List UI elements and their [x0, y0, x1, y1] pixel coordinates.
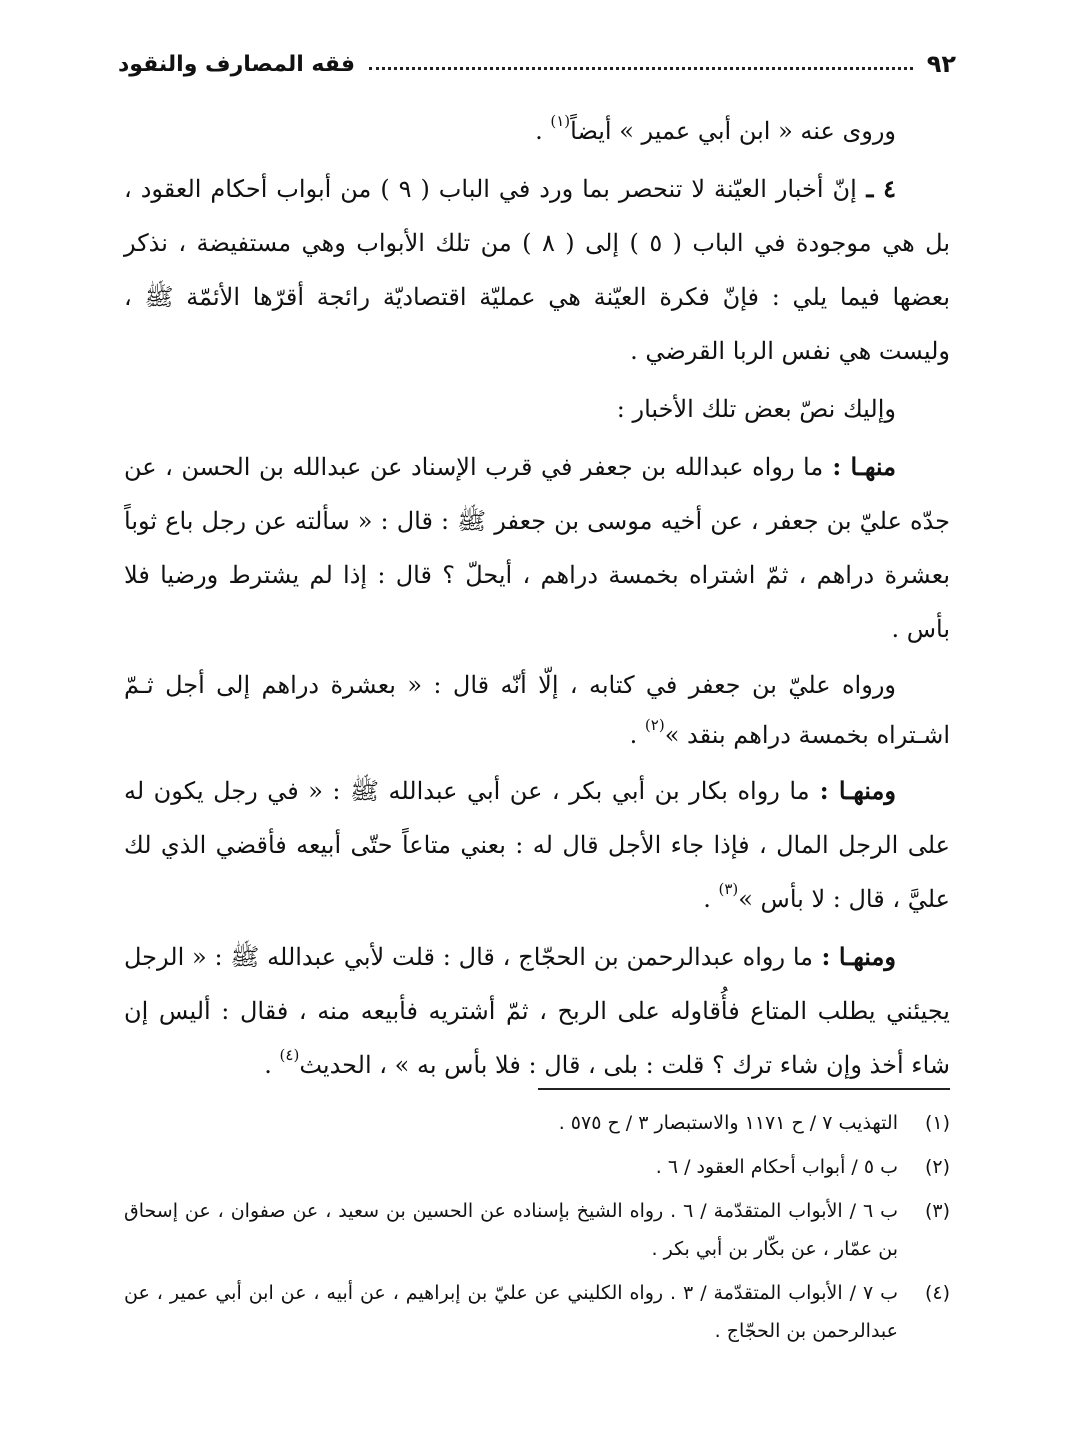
- footnote-number: (٣): [924, 1200, 950, 1222]
- footnote-text: التهذيب ٧ / ح ١١٧١ والاستبصار ٣ / ح ٥٧٥ .: [558, 1112, 898, 1134]
- footnote-ref: (٣): [718, 880, 739, 898]
- paragraph-tail: .: [703, 885, 719, 913]
- paragraph-lead: ٤ ـ: [856, 174, 897, 203]
- paragraph-tail: .: [264, 1051, 280, 1079]
- header-dot-leader: [369, 67, 913, 70]
- paragraph: [124, 660, 950, 760]
- paragraph: [124, 930, 950, 1092]
- paragraph-tail: .: [535, 117, 551, 145]
- book-title: فقه المصارف والنقود: [118, 51, 355, 77]
- footnote-ref: (٤): [279, 1046, 300, 1064]
- footnote-ref: (١): [550, 112, 571, 130]
- paragraph-text: ما رواه عبدالله بن جعفر في قرب الإسناد عن عبدالله بن الحسن ، عن جدّه عليّ بن جعفر ، عن أخيه موسى بن جعفر ﷺ : قال : « سألته عن رجل باع ثوباً بعشرة دراهم ، ثمّ اشتراه بخمسة دراهم ، أيحلّ ؟ قال : إذا لم يشترط ورضيا فلا بأس .: [124, 453, 950, 643]
- running-header: [118, 40, 956, 88]
- paragraph-text: ما رواه بكار بن أبي بكر ، عن أبي عبدالله ﷺ : « في رجل يكون له على الرجل المال ، فإذا جاء الأجل قال له : بعني متاعاً حتّى أبيعه فأقضي الذي لك عليَّ ، قال : لا بأس »: [124, 777, 950, 913]
- footnote: [124, 1192, 950, 1268]
- paragraph-text: إنّ أخبار العيّنة لا تنحصر بما ورد في الباب ( ٩ ) من أبواب أحكام العقود ، بل هي موجودة في الباب ( ٥ ) إلى ( ٨ ) من تلك الأبواب وهي مستفيضة ، نذكر بعضها فيما يلي : فإنّ فكرة العيّنة هي عمليّة اقتصاديّة رائجة أقرّها الأئمّة ﷺ ، وليست هي نفس الربا القرضي .: [124, 175, 951, 365]
- paragraph-text: وإليك نصّ بعض تلك الأخبار :: [616, 395, 896, 423]
- footnote: [124, 1274, 950, 1350]
- paragraph-lead: ومنهـا :: [813, 942, 896, 971]
- paragraph-text: ما رواه عبدالرحمن بن الحجّاج ، قال : قلت لأبي عبدالله ﷺ : « الرجل يجيئني يطلب المتاع فأُقاوله على الربح ، ثمّ أشتريه فأبيعه منه ، فقال : أليس إن شاء أخذ وإن شاء ترك ؟ قلت : بلى ، قال : فلا بأس به » ، الحديث: [124, 943, 950, 1079]
- paragraph-text: وروى عنه « ابن أبي عمير » أيضاً: [570, 117, 896, 145]
- paragraph: [124, 162, 950, 378]
- paragraph-lead: منهـا :: [823, 452, 897, 481]
- footnote-text: ب ٥ / أبواب أحكام العقود / ٦ .: [655, 1156, 898, 1178]
- main-text: [124, 104, 950, 1096]
- footnote-text: ب ٧ / الأبواب المتقدّمة / ٣ . رواه الكليني عن عليّ بن إبراهيم ، عن أبيه ، عن ابن أبي عمير ، عن عبدالرحمن بن الحجّاج .: [124, 1282, 898, 1342]
- footnote-number: (٤): [924, 1282, 950, 1304]
- paragraph-text: ورواه عليّ بن جعفر في كتابه ، إلّا أنّه قال : « بعشرة دراهم إلى أجل ثـمّ اشـتراه بخمسة دراهم بنقد »: [124, 671, 950, 749]
- footnote-text: ب ٦ / الأبواب المتقدّمة / ٦ . رواه الشيخ بإسناده عن الحسين بن سعيد ، عن صفوان ، عن إسحاق بن عمّار ، عن بكّار بن أبي بكر .: [124, 1200, 898, 1260]
- footnote: [124, 1104, 950, 1142]
- footnotes: [124, 1104, 950, 1356]
- footnote-divider: [538, 1088, 950, 1090]
- paragraph-lead: ومنهـا :: [809, 776, 896, 805]
- footnote: [124, 1148, 950, 1186]
- paragraph: [124, 382, 950, 436]
- footnote-number: (٢): [924, 1156, 950, 1178]
- footnote-ref: (٢): [644, 716, 665, 734]
- paragraph-tail: .: [629, 721, 645, 749]
- page-number: ٩٢: [926, 50, 956, 78]
- paragraph: [124, 764, 950, 926]
- paragraph: [124, 440, 950, 656]
- footnote-number: (١): [924, 1112, 950, 1134]
- paragraph: [124, 104, 950, 158]
